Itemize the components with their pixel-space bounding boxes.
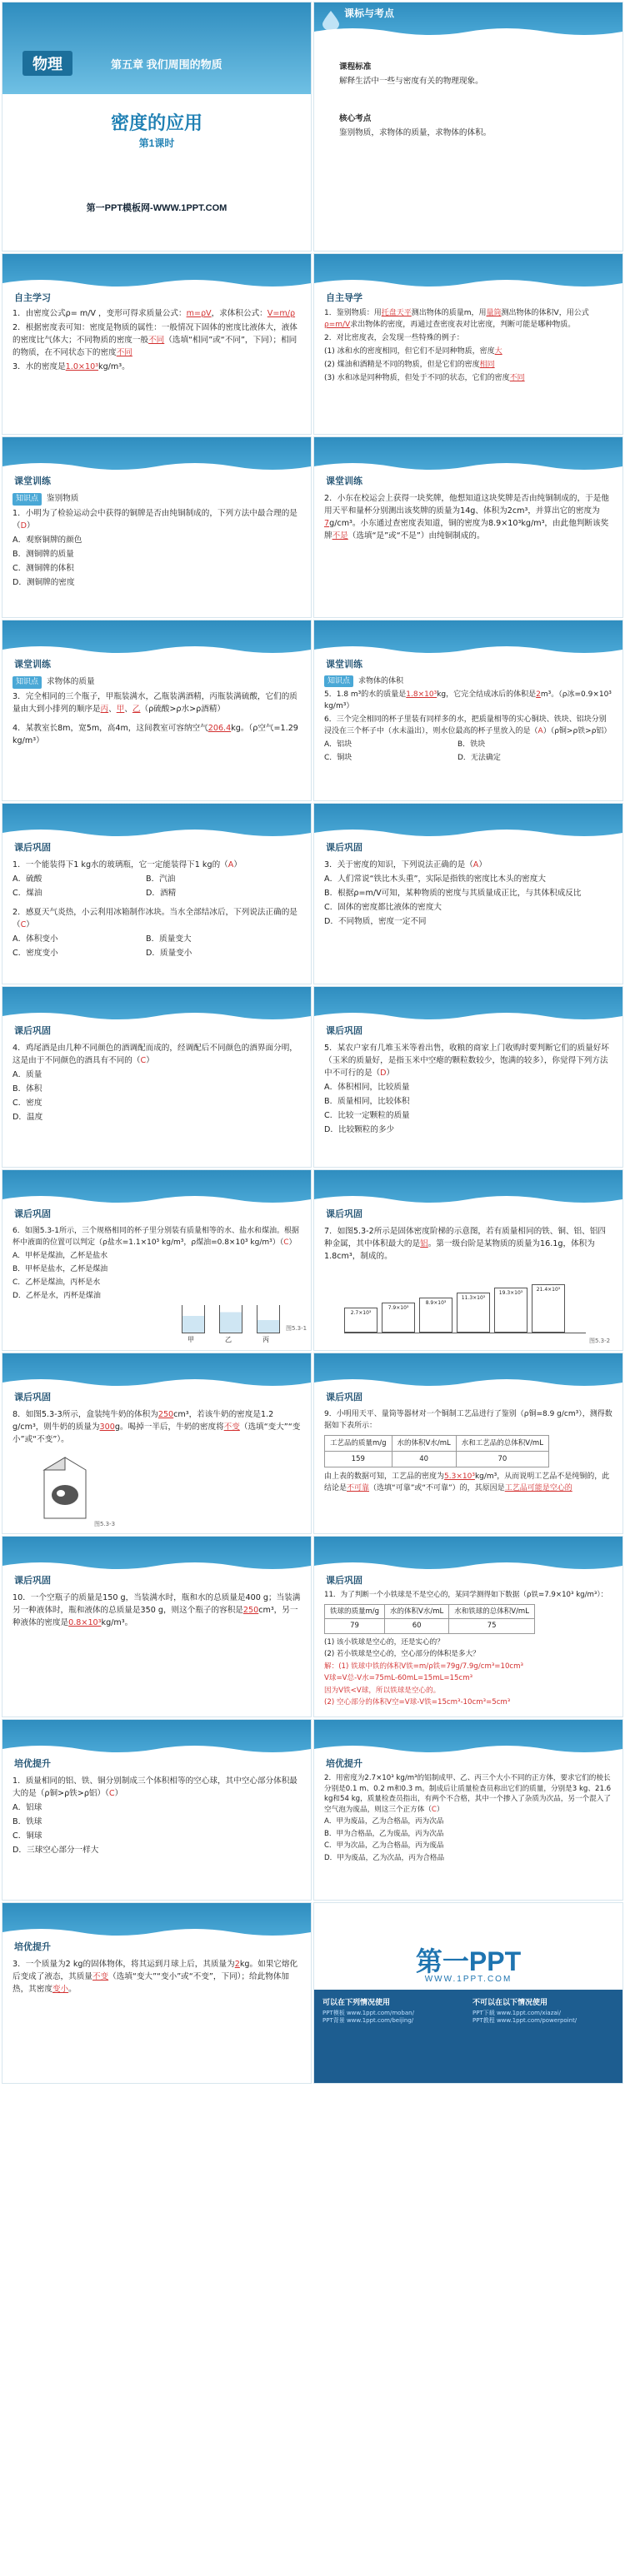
- lesson-period: 第1课时: [138, 137, 175, 149]
- question-text: 6．如图5.3-1所示，三个规格相同的杯子里分别装有质量相等的水、盐水和煤油。根据杯中液面的位置可以判定（ρ盐水=1.1×10³ kg/m³，ρ煤油=0.8×10³ kg/m³）（C）: [12, 1227, 300, 1247]
- wave-decoration: [314, 1559, 622, 1571]
- slide-title: 课堂训练: [326, 659, 362, 670]
- option-item: D．测铜牌的密度: [12, 578, 75, 587]
- question-text: 2．小东在校运会上获得一块奖牌，他想知道这块奖牌是否由纯铜制成的，于是他用天平和量杯分别测出该奖牌的质量为14g、体积为2cm³，并算出它的密度为7g/cm³。小东通过查密度表知道，铜的密度为8.9×10³kg/m³，由此他判断该奖牌不是（选填“是”或“不是”）由纯铜制成的。: [324, 494, 609, 541]
- slide-header: [314, 254, 622, 287]
- slide-practice-4[interactable]: [313, 620, 623, 801]
- density-step: 19.3×10³: [494, 1288, 528, 1333]
- slide-title: 自主学习: [14, 292, 51, 303]
- wave-decoration: [314, 277, 622, 288]
- question-text: 1．一个能装得下1 kg水的玻璃瓶，它一定能装得下1 kg的（A）: [12, 860, 242, 869]
- question-text: 3．关于密度的知识，下列说法正确的是（A）: [324, 860, 487, 869]
- topic-line: 知识点 求物体的体积: [324, 675, 612, 687]
- option-row: A．铝块 B．铁块: [324, 740, 486, 749]
- cup-label: 甲: [188, 1336, 194, 1343]
- slide-header: [314, 1537, 622, 1570]
- slide-header: [2, 254, 311, 287]
- question-text: 10．一个空瓶子的质量是150 g，当装满水时，瓶和水的总质量是400 g；当装满另一种液体时，瓶和液体的总质量是350 g，则这个瓶子的容积是250cm³，另一种液体的密度是0.8×10³kg/m³。: [12, 1593, 301, 1627]
- question-text: 4．鸡尾酒是由几种不同颜色的酒调配而成的，经调配后不同颜色的酒界面分明，这是由于不同颜色的酒具有不同的（C）: [12, 1044, 298, 1065]
- option-item: D．不同物质，密度一定不同: [324, 917, 427, 926]
- slide-header: [2, 987, 311, 1020]
- option-item: A．观察铜牌的颜色: [12, 536, 82, 545]
- wave-decoration: [314, 1742, 622, 1754]
- figure-caption: 图5.3-3: [94, 1521, 116, 1527]
- density-step: 21.4×10³: [532, 1284, 565, 1333]
- topic-line: 知识点 鉴别物质: [12, 492, 301, 506]
- slide-title: 课后巩固: [326, 1392, 362, 1403]
- question-text: 11．为了判断一个小铁球是不是空心的，某同学测得如下数据（ρ铁=7.9×10³ kg/m³）：: [324, 1591, 608, 1599]
- wave-decoration: [2, 277, 311, 288]
- section-heading: 课程标准: [339, 62, 372, 72]
- question-text: 3．一个质量为2 kg的固体物体，将其运到月球上后，其质量为2kg。如果它熔化后变成了液态，其质量不变（选填“变大”“变小”或“不变”，下同）；给此物体加热，其密度变小。: [12, 1960, 298, 1994]
- slide-review-10[interactable]: [313, 1536, 623, 1717]
- slide-header: [314, 804, 622, 837]
- question-text: 5．某农户家有几堆玉米等着出售，收粮的商家上门收购时要判断它们的质量好坏（玉米的质量好，是指玉米中空瘪的颗粒数较少，饱满的较多），你觉得下列方法中不可行的是（D）: [324, 1044, 609, 1078]
- slide-review-2[interactable]: [313, 803, 623, 984]
- table-row: 159 40 70: [325, 1452, 549, 1467]
- slide-header: [314, 437, 622, 471]
- wave-decoration: [314, 25, 622, 37]
- slide-header: [2, 1720, 311, 1753]
- wave-decoration: [2, 460, 311, 471]
- slide-advanced-3[interactable]: [2, 1902, 312, 2084]
- density-step: 11.3×10³: [457, 1293, 490, 1333]
- slide-title: 课堂训练: [326, 476, 362, 486]
- option-item: A．质量: [12, 1070, 42, 1079]
- cup-label: 丙: [262, 1336, 269, 1343]
- option-item: B．体积: [12, 1084, 42, 1094]
- cup-label: 乙: [225, 1336, 232, 1343]
- slide-title: 课后巩固: [326, 1575, 362, 1586]
- question-text: 1．鉴别物质：用托盘天平测出物体的质量m，用量筒测出物体的体积V，用公式ρ=m/V求出物体的密度，再通过查密度表对比密度，判断可能是哪种物质。: [324, 309, 589, 329]
- density-step: 7.9×10³: [382, 1303, 415, 1333]
- figure-caption: 图5.3-2: [589, 1338, 611, 1344]
- slide-review-3[interactable]: [2, 986, 312, 1168]
- slide-header: [2, 437, 311, 471]
- solution-line: 解：(1) 铁球中铁的体积V铁=m/ρ铁=79g/7.9g/cm³=10cm³: [324, 1662, 523, 1671]
- site-credit: 第一PPT模板网-WWW.1PPT.COM: [86, 203, 228, 213]
- slide-title: 课后巩固: [14, 1575, 51, 1586]
- question-text: (2) 煤油和酒精是不同的物质，但是它们的密度相同: [324, 361, 495, 369]
- question-text: 3．水的密度是1.0×10³kg/m³。: [12, 362, 130, 371]
- slide-title: 课后巩固: [326, 842, 362, 853]
- topic-line: 知识点 求物体的质量: [12, 675, 301, 689]
- slide-practice-1[interactable]: [2, 436, 312, 618]
- chapter-title: 第五章 我们周围的物质: [111, 58, 222, 71]
- knowledge-tag: 知识点: [12, 676, 42, 689]
- wave-decoration: [2, 1009, 311, 1021]
- option-row: A．硫酸 B．汽油: [12, 874, 176, 884]
- wave-decoration: [2, 1376, 311, 1388]
- slide-title: 培优提升: [14, 1758, 51, 1769]
- question-text: 2．对比密度表，会发现一些特殊的例子：: [324, 334, 464, 342]
- footer-link[interactable]: PPT教程 www.1ppt.com/powerpoint/: [472, 2017, 578, 2024]
- slide-advanced-2[interactable]: [313, 1719, 623, 1901]
- brand-footer: [314, 1990, 622, 2083]
- solution-line: 因为V铁<V球，所以铁球是空心的。: [324, 1686, 441, 1695]
- slide-title: 课标与考点: [344, 7, 395, 19]
- brand-url[interactable]: WWW.1PPT.COM: [424, 1975, 512, 1984]
- option-item: A．人们常说“铁比木头重”，实际是指铁的密度比木头的密度大: [324, 874, 546, 884]
- question-text: (1) 该小铁球是空心的，还是实心的？: [324, 1637, 444, 1647]
- option-item: A．甲为废品，乙为合格品，丙为次品: [324, 1817, 444, 1826]
- option-item: C．甲为次品，乙为合格品，丙为废品: [324, 1841, 444, 1850]
- question-text: 4．某教室长8m，宽5m，高4m，这间教室可容纳空气206.4kg。（ρ空气=1.29 kg/m³）: [12, 724, 298, 745]
- slide-review-8[interactable]: [313, 1353, 623, 1534]
- cover-banner: [2, 2, 311, 94]
- slide-review-9[interactable]: [2, 1536, 312, 1717]
- section-text: 解释生活中一些与密度有关的物理现象。: [339, 77, 483, 86]
- slide-guided[interactable]: [313, 253, 623, 435]
- option-item: A．甲杯是煤油，乙杯是盐水: [12, 1252, 108, 1260]
- option-row: C．密度变小 D．质量变小: [12, 949, 192, 958]
- slide-title: 培优提升: [14, 1941, 51, 1952]
- question-text: 6．三个完全相同的杯子里装有同样多的水，把质量相等的实心铜块、铁块、铝块分别浸没在三个杯子中（水未溢出），则水位最高的杯子里放入的是（A）（ρ铜>ρ铁>ρ铝）: [324, 715, 612, 735]
- wave-decoration: [314, 1193, 622, 1204]
- option-item: C．固体的密度都比液体的密度大: [324, 903, 442, 912]
- slide-header: [2, 1903, 311, 1936]
- wave-decoration: [314, 460, 622, 471]
- footer-link[interactable]: PPT模板 www.1ppt.com/moban/: [322, 2010, 414, 2016]
- wave-decoration: [2, 1193, 311, 1204]
- option-item: C．铜球: [12, 1831, 42, 1841]
- question-text: 3．完全相同的三个瓶子，甲瓶装满水，乙瓶装满酒精，丙瓶装满硫酸，它们的质量由大到小排列的顺序是丙、甲、乙（ρ硫酸>ρ水>ρ酒精）: [12, 692, 298, 714]
- option-row: C．煤油 D．酒精: [12, 889, 177, 898]
- question-text: 由上表的数据可知，工艺品的密度为5.3×10³kg/m³，从而说明工艺品不是纯铜的，此结论是不可靠（选填“可靠”或“不可靠”）的，其原因是工艺品可能是空心的: [324, 1472, 610, 1492]
- slide-header: [314, 1353, 622, 1387]
- question-text: 1．小明为了检验运动会中获得的铜牌是否由纯铜制成的，下列方法中最合理的是（D）: [12, 509, 298, 531]
- density-step: 8.9×10³: [419, 1298, 452, 1333]
- question-text: (1) 冰和水的密度相同，但它们不是同种物质，密度大: [324, 347, 502, 356]
- slide-standards[interactable]: [313, 2, 623, 252]
- slide-title: 课后巩固: [326, 1208, 362, 1219]
- knowledge-tag: 知识点: [12, 493, 42, 506]
- option-item: B．测铜牌的质量: [12, 550, 74, 559]
- slide-review-6[interactable]: [313, 1169, 623, 1351]
- slide-title: 课堂训练: [14, 476, 51, 486]
- option-item: B．质量相同，比较体积: [324, 1097, 410, 1106]
- slide-cover[interactable]: [2, 2, 312, 252]
- cup-diagram: [257, 1305, 280, 1333]
- option-item: C．比较一定颗粒的质量: [324, 1111, 410, 1120]
- slide-self-study[interactable]: [2, 253, 312, 435]
- question-text: (2) 若小铁球是空心的，空心部分的体积是多大？: [324, 1650, 480, 1658]
- table-row: 79 60 75: [325, 1619, 535, 1634]
- slide-header: [2, 1537, 311, 1570]
- wave-decoration: [314, 1376, 622, 1388]
- wave-decoration: [314, 1009, 622, 1021]
- cup-diagram: [182, 1305, 205, 1333]
- footer-col-allowed: 可以在下列情况使用 PPT模板 www.1ppt.com/moban/ PPT背景 www.1ppt.com/beijing/: [322, 1996, 462, 2025]
- wave-decoration: [2, 1559, 311, 1571]
- wave-decoration: [2, 1926, 311, 1937]
- option-item: B．根据ρ=m/V可知，某种物质的密度与其质量成正比，与其体积成反比: [324, 889, 582, 898]
- question-text: 2．用密度为2.7×10³ kg/m³的铝制成甲、乙、丙三个大小不同的正方体，要求它们的棱长分别是0.1 m、0.2 m和0.3 m。制成后让质量检查员称出它们的质量，分别是3 kg、21.6 kg和54 kg，质量检查员指出，有两个不合格，其中一个掺入了杂质为次品，另一个混入了空气泡为废品，则这三个正方体（C）: [324, 1774, 612, 1814]
- wave-decoration: [2, 826, 311, 838]
- wave-decoration: [314, 643, 622, 655]
- slide-title: 自主导学: [326, 292, 362, 303]
- slide-header: [2, 1353, 311, 1387]
- slide-header: [314, 987, 622, 1020]
- question-text: 9．小明用天平、量筒等器材对一个铜制工艺品进行了鉴别（ρ铜=8.9 g/cm³），测得数据如下表所示：: [324, 1410, 612, 1430]
- slide-title: 课后巩固: [14, 1392, 51, 1403]
- footer-link[interactable]: PPT下载 www.1ppt.com/xiazai/: [472, 2010, 561, 2016]
- option-item: C．密度: [12, 1099, 42, 1108]
- question-text: 7．如图5.3-2所示是固体密度阶梯的示意图，若有质量相同的铁、铜、铝、铝四种金属，其中体积最大的是铝。第一级台阶是某物质的质量为16.1g，体积为1.8cm³，制成的。: [324, 1227, 606, 1261]
- option-item: D．甲为废品，乙为次品，丙为合格品: [324, 1853, 445, 1862]
- option-item: D．比较颗粒的多少: [324, 1125, 395, 1134]
- option-item: B．甲为合格品，乙为废品，丙为次品: [324, 1829, 444, 1838]
- question-text: 1．质量相同的铝、铁、铜分别制成三个体积相等的空心球，其中空心部分体积最大的是（ρ铜>ρ铁>ρ铝）（C）: [12, 1776, 298, 1798]
- option-item: C．测铜牌的体积: [12, 564, 74, 573]
- density-step: 2.7×10³: [344, 1308, 378, 1333]
- slide-title: 课堂训练: [14, 659, 51, 670]
- brand-logo: 第一PPT: [415, 1946, 522, 1976]
- slide-header: [314, 620, 622, 654]
- option-row: A．体积变小 B．质量变大: [12, 934, 192, 944]
- option-item: C．乙杯是煤油，丙杯是水: [12, 1278, 101, 1287]
- solution-line: V球=V总-V水=75mL-60mL=15mL=15cm³: [324, 1674, 473, 1682]
- question-text: 2．根据密度表可知：密度是物质的属性：一般情况下固体的密度比液体大，液体的密度比气体大；不同物质的密度一般不同（选填“相同”或“不同”，下同）；相同的物质，在不同状态下的密度不同: [12, 323, 298, 357]
- slide-practice-2[interactable]: [313, 436, 623, 618]
- question-text: 5．1.8 m³的水的质量是1.8×10³kg，它完全结成冰后的体积是2m³。（ρ冰=0.9×10³ kg/m³）: [324, 690, 612, 710]
- lesson-main-title: 密度的应用: [110, 112, 202, 133]
- slide-title: 培优提升: [326, 1758, 362, 1769]
- cup-diagram: [219, 1305, 242, 1333]
- slide-review-7[interactable]: [2, 1353, 312, 1534]
- wave-decoration: [2, 643, 311, 655]
- solution-line: (2) 空心部分的体积V空=V球-V铁=15cm³-10cm³=5cm³: [324, 1698, 511, 1707]
- option-item: B．甲杯是盐水，乙杯是煤油: [12, 1265, 108, 1273]
- question-text: 1．由密度公式ρ= m/V ，变形可得求质量公式：m=ρV，求体积公式：V=m/ρ: [12, 309, 296, 318]
- option-item: D．三球空心部分一样大: [12, 1846, 99, 1855]
- question-text: (3) 水和冰是同种物质，但处于不同的状态，它们的密度不同: [324, 374, 525, 382]
- slide-review-4[interactable]: [313, 986, 623, 1168]
- option-item: A．体积相同，比较质量: [324, 1083, 410, 1092]
- option-item: A．铝球: [12, 1803, 42, 1812]
- wave-decoration: [314, 826, 622, 838]
- slide-review-1[interactable]: [2, 803, 312, 984]
- section-heading: 核心考点: [339, 114, 372, 123]
- slide-header: [2, 804, 311, 837]
- data-table: [324, 1435, 549, 1467]
- question-text: 8．如图5.3-3所示，盒装纯牛奶的体积为250cm³，若该牛奶的密度是1.2 g/cm³，则牛奶的质量为300g。喝掉一半后，牛奶的密度将不变（选填“变大”“变小”或“不变”）。: [12, 1410, 301, 1444]
- density-steps-diagram: [344, 1285, 586, 1333]
- slide-title: 课后巩固: [14, 842, 51, 853]
- option-item: B．铁球: [12, 1817, 42, 1826]
- slide-header: [314, 1170, 622, 1203]
- slide-advanced-1[interactable]: [2, 1719, 312, 1901]
- slide-header: [314, 1720, 622, 1753]
- slide-header: [2, 620, 311, 654]
- footer-link[interactable]: PPT背景 www.1ppt.com/beijing/: [322, 2017, 414, 2024]
- slide-branding[interactable]: [313, 1902, 623, 2084]
- data-table: [324, 1604, 535, 1634]
- subject-badge: 物理: [22, 51, 72, 76]
- figure-caption: 图5.3-1: [286, 1325, 308, 1332]
- table-header-row: 工艺品的质量m/g 水的体积V水/mL 水和工艺品的总体积V/mL: [325, 1436, 549, 1452]
- option-item: D．乙杯是水，丙杯是煤油: [12, 1292, 101, 1300]
- slide-review-5[interactable]: [2, 1169, 312, 1351]
- slide-header: [2, 1170, 311, 1203]
- milk-carton-icon: [36, 1453, 94, 1520]
- knowledge-tag: 知识点: [324, 675, 353, 687]
- slide-title: 课后巩固: [14, 1025, 51, 1036]
- table-header-row: 铁球的质量m/g 水的体积V水/mL 水和铁球的总体积V/mL: [325, 1604, 535, 1619]
- question-text: 2．感夏天气炎热，小云利用冰箱制作冰块。当水全部结冰后，下列说法正确的是（C）: [12, 908, 298, 929]
- footer-col-forbidden: 不可以在以下情况使用 PPT下载 www.1ppt.com/xiazai/ PPT教程 www.1ppt.com/powerpoint/: [472, 1996, 612, 2025]
- slide-title: 课后巩固: [326, 1025, 362, 1036]
- slide-title: 课后巩固: [14, 1208, 51, 1219]
- slide-practice-3[interactable]: [2, 620, 312, 801]
- wave-decoration: [2, 1742, 311, 1754]
- option-item: D．温度: [12, 1113, 43, 1122]
- section-text: 鉴别物质，求物体的质量，求物体的体积。: [339, 128, 492, 137]
- option-row: C．铜块 D．无法确定: [324, 754, 501, 762]
